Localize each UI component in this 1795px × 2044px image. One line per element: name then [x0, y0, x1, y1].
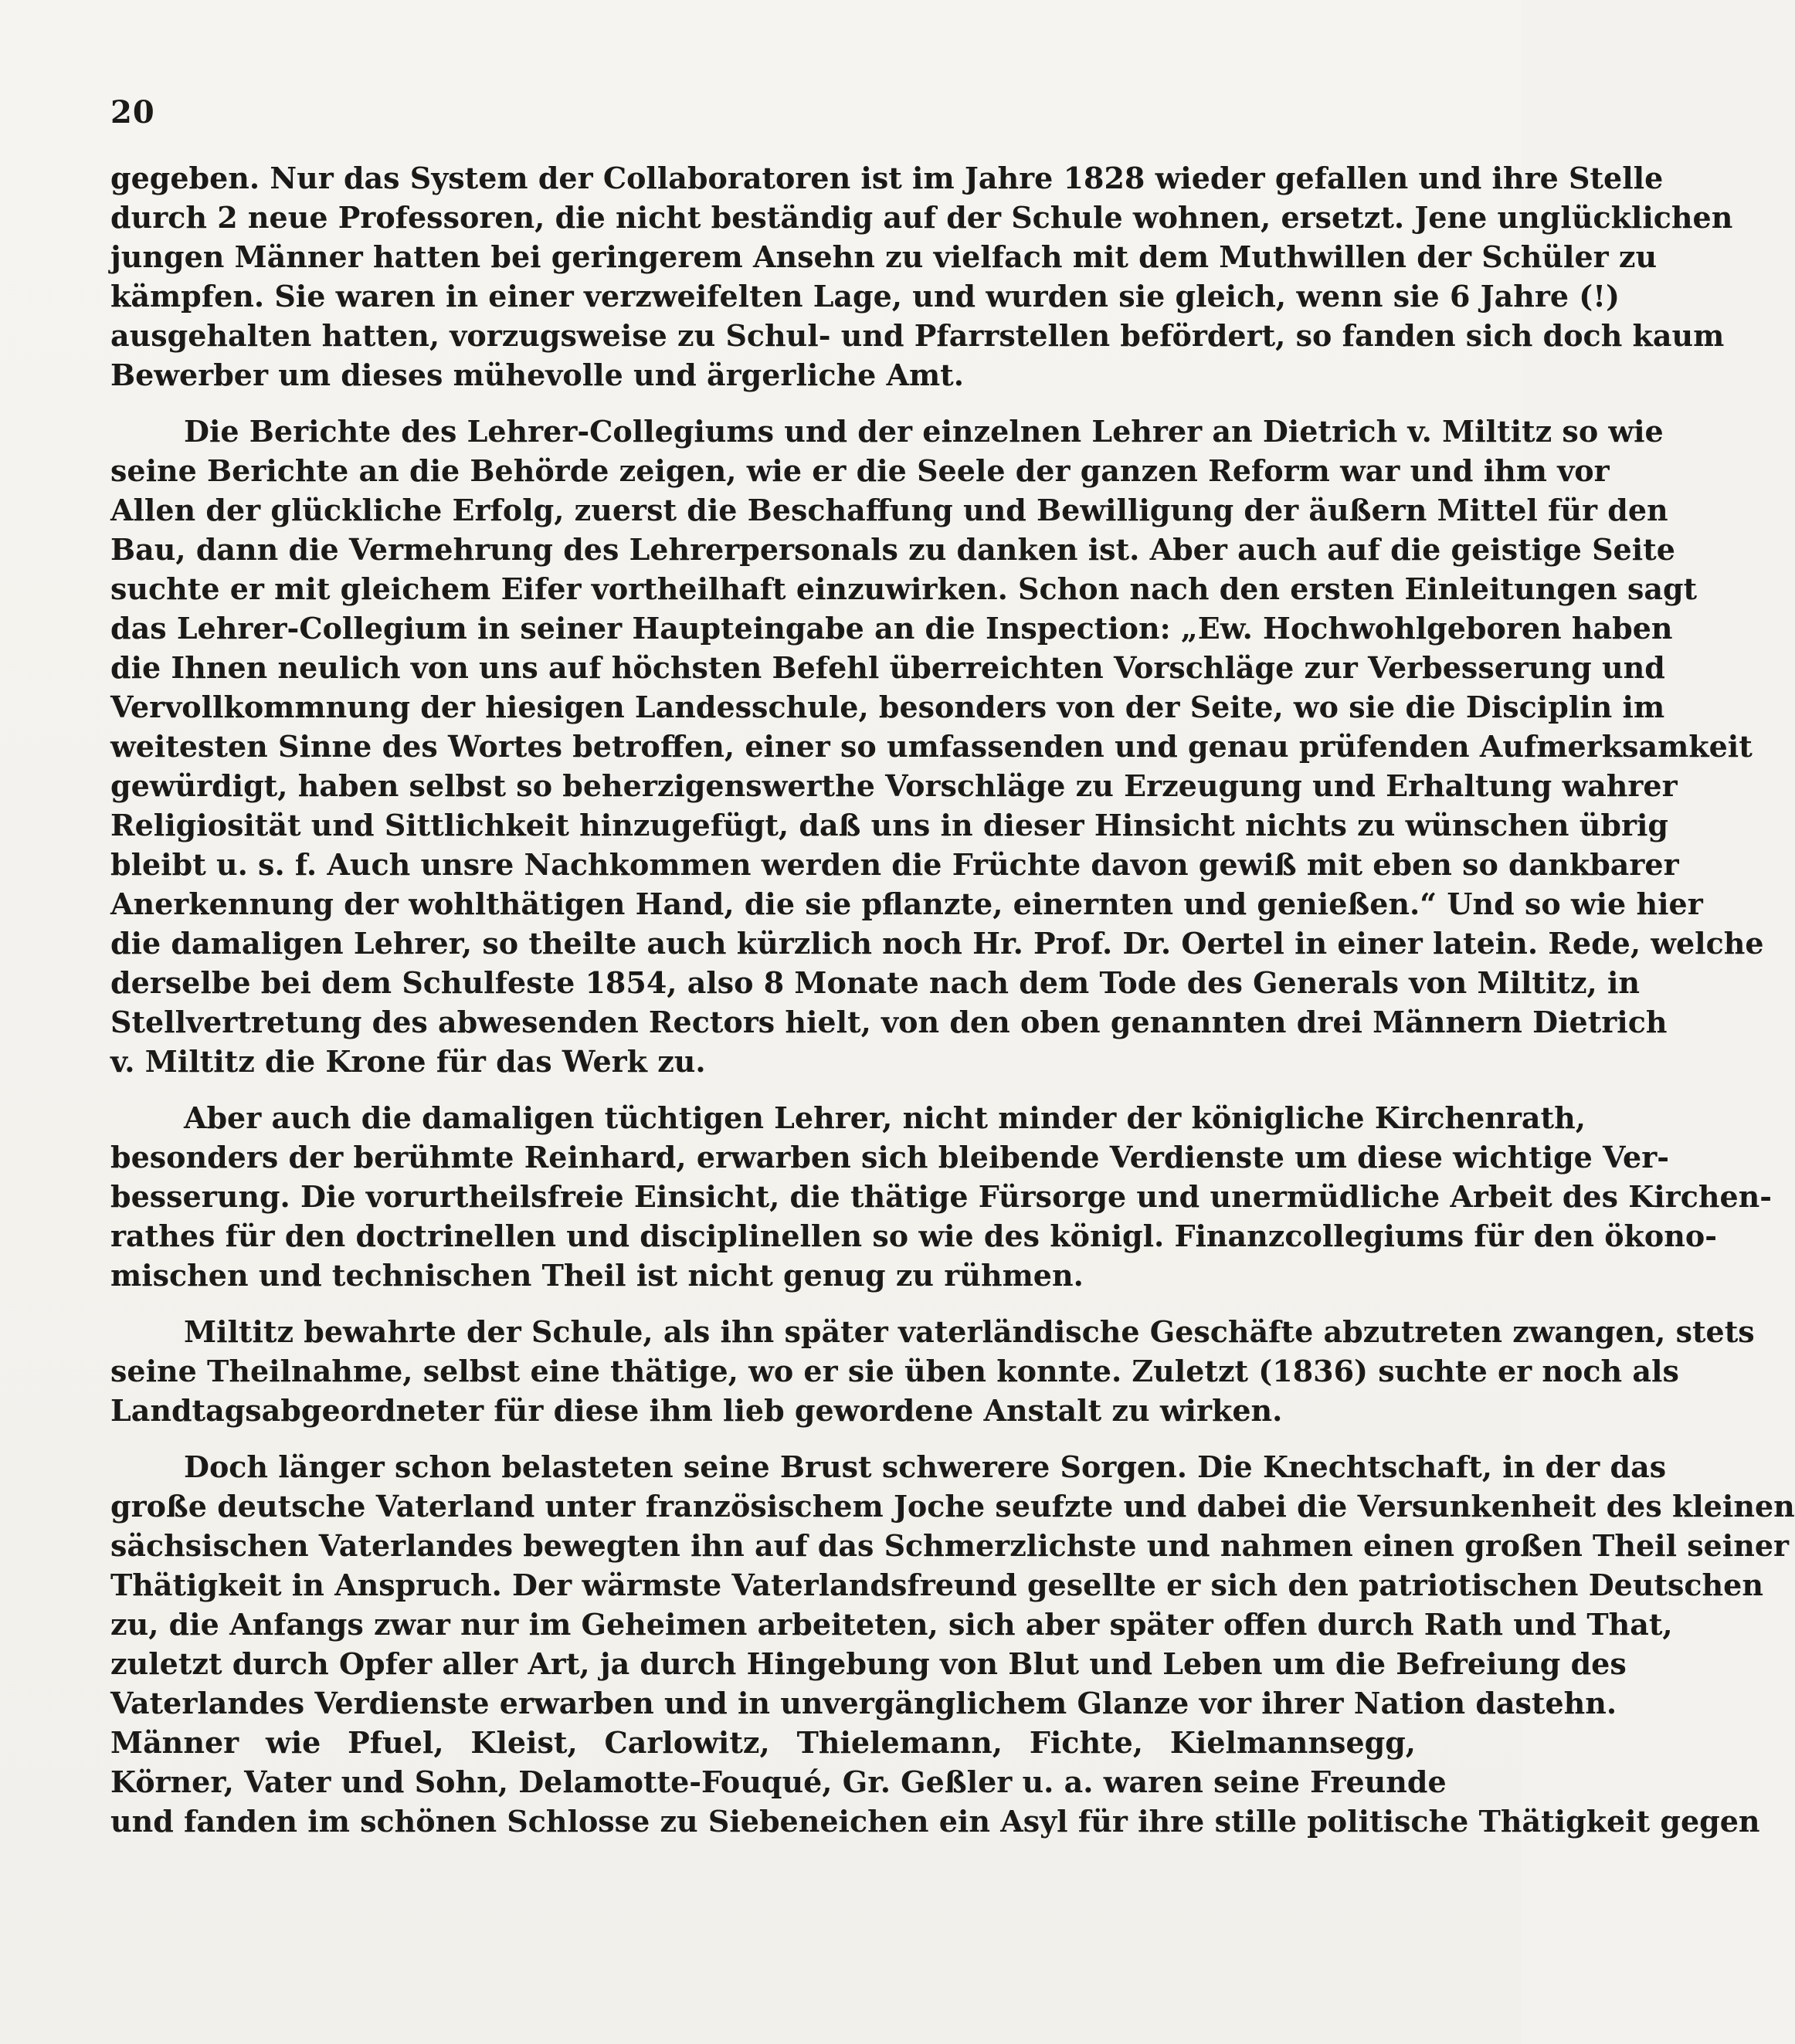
text-line: die damaligen Lehrer, so theilte auch kürzlich noch Hr. Prof. Dr. Oertel in einer latein. Rede, welche [110, 926, 1764, 961]
text-line: v. Miltitz die Krone für das Werk zu. [110, 1044, 706, 1079]
paragraph [110, 1312, 1755, 1430]
text-line: Bewerber um dieses mühevolle und ärgerliche Amt. [110, 358, 964, 392]
text-line: besserung. Die vorurtheilsfreie Einsicht, die thätige Fürsorge und unermüdliche Arbeit des Kirchen- [110, 1179, 1773, 1214]
body-text [110, 158, 1795, 1841]
text-line: Miltitz bewahrte der Schule, als ihn später vaterländische Geschäfte abzutreten zwangen, stets [184, 1314, 1755, 1349]
text-line: zuletzt durch Opfer aller Art, ja durch Hingebung von Blut und Leben um die Befreiung des [110, 1646, 1627, 1681]
text-line: durch 2 neue Professoren, die nicht beständig auf der Schule wohnen, ersetzt. Jene unglücklichen [110, 200, 1733, 235]
paragraph-gap [110, 395, 1416, 412]
paragraph [110, 158, 1733, 395]
page-number: 20 [110, 94, 155, 131]
text-line: das Lehrer-Collegium in seiner Haupteingabe an die Inspection: „Ew. Hochwohlgeboren haben [110, 611, 1673, 646]
text-line: Bau, dann die Vermehrung des Lehrerpersonals zu danken ist. Aber auch auf die geistige Seite [110, 532, 1675, 567]
text-line: seine Berichte an die Behörde zeigen, wie er die Seele der ganzen Reform war und ihm vor [110, 453, 1610, 488]
text-line: besonders der berühmte Reinhard, erwarben sich bleibende Verdienste um diese wichtige Ver- [110, 1140, 1670, 1175]
text-line: Thätigkeit in Anspruch. Der wärmste Vaterlandsfreund gesellte er sich den patriotischen Deutschen [110, 1568, 1763, 1602]
text-line: gegeben. Nur das System der Collaboratoren ist im Jahre 1828 wieder gefallen und ihre Stelle [110, 161, 1664, 195]
text-line: Landtagsabgeordneter für diese ihm lieb gewordene Anstalt zu wirken. [110, 1393, 1283, 1428]
text-line: zu, die Anfangs zwar nur im Geheimen arbeiteten, sich aber später offen durch Rath und That, [110, 1607, 1673, 1642]
text-line: Stellvertretung des abwesenden Rectors hielt, von den oben genannten drei Männern Dietrich [110, 1005, 1668, 1039]
text-line: Allen der glückliche Erfolg, zuerst die Beschaffung und Bewilligung der äußern Mittel für den [110, 493, 1668, 527]
text-line: weitesten Sinne des Wortes betroffen, einer so umfassenden und genau prüfenden Aufmerksamkeit [110, 729, 1753, 764]
text-line: Männer wie Pfuel, Kleist, Carlowitz, Thielemann, Fichte, Kielmannsegg, [110, 1725, 1416, 1760]
text-line: jungen Männer hatten bei geringerem Ansehn zu vielfach mit dem Muthwillen der Schüler zu [110, 239, 1658, 274]
paragraph-gap [110, 1295, 1416, 1312]
text-line: seine Theilnahme, selbst eine thätige, wo er sie üben konnte. Zuletzt (1836) suchte er noch als [110, 1354, 1679, 1388]
paragraph [110, 412, 1764, 1081]
text-line: gewürdigt, haben selbst so beherzigenswerthe Vorschläge zu Erzeugung und Erhaltung wahrer [110, 768, 1678, 803]
text-line: und fanden im schönen Schlosse zu Siebeneichen ein Asyl für ihre stille politische Thätigkeit gegen [110, 1804, 1760, 1839]
text-line: Aber auch die damaligen tüchtigen Lehrer, nicht minder der königliche Kirchenrath, [184, 1100, 1586, 1135]
paragraph-gap [110, 1081, 1416, 1098]
text-line: Doch länger schon belasteten seine Brust schwerere Sorgen. Die Knechtschaft, in der das [184, 1449, 1667, 1484]
text-line: kämpfen. Sie waren in einer verzweifelten Lage, und wurden sie gleich, wenn sie 6 Jahre (!) [110, 279, 1620, 314]
text-line: ausgehalten hatten, vorzugsweise zu Schul- und Pfarrstellen befördert, so fanden sich doch kaum [110, 318, 1725, 353]
text-line: Religiosität und Sittlichkeit hinzugefügt, daß uns in dieser Hinsicht nichts zu wünschen übrig [110, 808, 1669, 842]
text-line: Vaterlandes Verdienste erwarben und in unvergänglichem Glanze vor ihrer Nation dastehn. [110, 1686, 1617, 1720]
paragraph [110, 1098, 1773, 1295]
text-line: rathes für den doctrinellen und disciplinellen so wie des königl. Finanzcollegiums für den ökono- [110, 1219, 1717, 1253]
text-line: große deutsche Vaterland unter französischem Joche seufzte und dabei die Versunkenheit des kleinen [110, 1489, 1795, 1524]
text-line: derselbe bei dem Schulfeste 1854, also 8 Monate nach dem Tode des Generals von Miltitz, in [110, 965, 1641, 1000]
paragraph-gap [110, 1430, 1416, 1447]
text-line: Anerkennung der wohlthätigen Hand, die sie pflanzte, einernten und genießen.“ Und so wie hier [110, 886, 1703, 921]
text-line: sächsischen Vaterlandes bewegten ihn auf das Schmerzlichste und nahmen einen großen Theil seiner [110, 1528, 1790, 1563]
text-line: die Ihnen neulich von uns auf höchsten Befehl überreichten Vorschläge zur Verbesserung und [110, 650, 1665, 685]
text-line: mischen und technischen Theil ist nicht genug zu rühmen. [110, 1258, 1084, 1293]
text-line: Die Berichte des Lehrer-Collegiums und der einzelnen Lehrer an Dietrich v. Miltitz so wie [184, 414, 1664, 449]
text-line: Vervollkommnung der hiesigen Landesschule, besonders von der Seite, wo sie die Disciplin im [110, 690, 1665, 724]
text-line: Körner, Vater und Sohn, Delamotte-Fouqué, Gr. Geßler u. a. waren seine Freunde [110, 1764, 1447, 1799]
text-line: bleibt u. s. f. Auch unsre Nachkommen werden die Früchte davon gewiß mit eben so dankbarer [110, 847, 1679, 882]
text-line: suchte er mit gleichem Eifer vortheilhaft einzuwirken. Schon nach den ersten Einleitungen sagt [110, 571, 1698, 606]
paragraph [110, 1447, 1795, 1841]
